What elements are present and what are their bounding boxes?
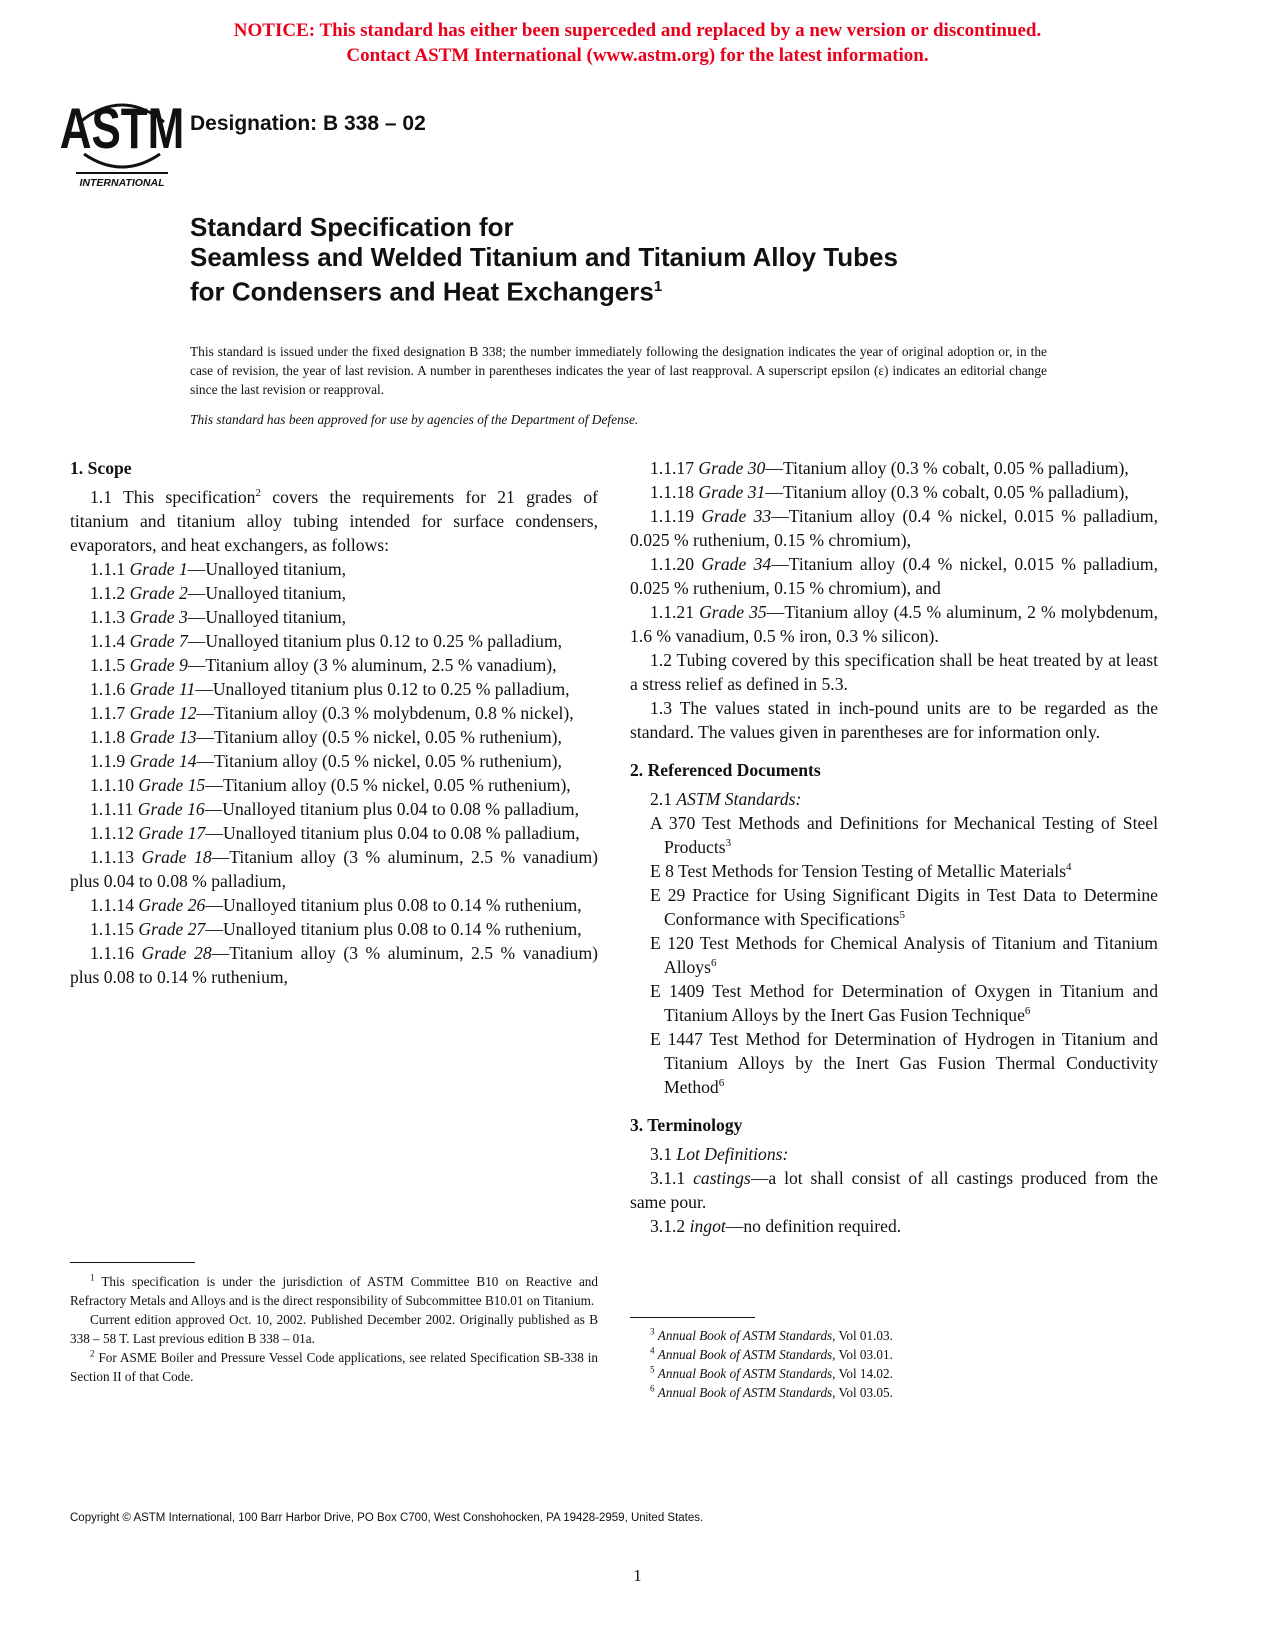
footnote-item [630,1326,1158,1345]
grade-name: Grade 7 [129,631,188,651]
grade-item [70,749,598,773]
grade-desc: —Titanium alloy (0.5 % nickel, 0.05 % ruthenium), [196,751,562,771]
footnote-divider-right [630,1317,755,1318]
astm-logo [59,88,185,189]
footnote-item [630,1383,1158,1402]
term-num: 3.1.2 [650,1216,686,1236]
title-line-3-text: for Condensers and Heat Exchangers [190,276,654,307]
grade-desc: —Unalloyed titanium plus 0.08 to 0.14 % ruthenium, [205,895,582,915]
refdoc-text: E 8 Test Methods for Tension Testing of Metallic Materials [650,861,1067,881]
grade-num: 1.1.16 [90,943,134,963]
grade-desc: —Unalloyed titanium plus 0.12 to 0.25 % palladium, [187,631,563,651]
grade-item [70,893,598,917]
grade-desc: —Titanium alloy (0.3 % molybdenum, 0.8 % nickel), [196,703,574,723]
grade-name: Grade 1 [129,559,188,579]
term-definition: —no definition required. [725,1216,902,1236]
grade-num: 1.1.11 [90,799,134,819]
refdocs-sub-title: ASTM Standards: [676,789,802,809]
footnote-mark: 6 [718,1077,725,1090]
grade-desc: —Titanium alloy (4.5 % aluminum, 2 % molybdenum, 1.6 % vanadium, 0.5 % iron, 0.3 % silicon). [630,602,1158,646]
grade-item [70,773,598,797]
title-footnote-mark: 1 [653,278,663,295]
logo-subtext: INTERNATIONAL [79,177,165,189]
grade-item [630,504,1158,552]
title-line-1: Standard Specification for [190,212,514,242]
grade-item [630,480,1158,504]
footnote-vol: , Vol 14.02. [832,1366,893,1381]
copyright: Copyright © ASTM International, 100 Barr Harbor Drive, PO Box C700, West Conshohocken, PA 19428-2959, United States. [70,1512,704,1524]
grade-num: 1.1.18 [650,482,694,502]
footnote-vol: , Vol 03.05. [832,1385,893,1400]
footnote-1-text: This specification is under the jurisdiction of ASTM Committee B10 on Reactive and Refractory Metals and Alloys and is the direct responsibility of Subcommittee B10.01 on Titanium. [70,1274,598,1308]
grade-num: 1.1.3 [90,607,126,627]
grade-desc: —Titanium alloy (0.3 % cobalt, 0.05 % palladium), [765,482,1129,502]
footnote-book: Annual Book of ASTM Standards [657,1347,833,1362]
grade-num: 1.1.2 [90,583,126,603]
grade-num: 1.1.1 [90,559,126,579]
refdoc-item [650,859,1158,883]
refdoc-text: E 29 Practice for Using Significant Digits in Test Data to Determine Conformance with Specifications [650,885,1158,929]
grade-num: 1.1.14 [90,895,134,915]
grade-name: Grade 15 [138,775,206,795]
grade-name: Grade 17 [138,823,206,843]
grade-name: Grade 12 [129,703,197,723]
scope-para-1-3: 1.3 The values stated in inch-pound units are to be regarded as the standard. The values given in parentheses are for information only. [630,698,1158,742]
grade-name: Grade 31 [698,482,766,502]
footnote-2 [70,1348,598,1386]
term-definition: —a lot shall consist of all castings produced from the same pour. [630,1168,1158,1212]
grade-desc: —Titanium alloy (3 % aluminum, 2.5 % vanadium) plus 0.08 to 0.14 % ruthenium, [70,943,598,987]
grade-desc: —Titanium alloy (3 % aluminum, 2.5 % vanadium), [187,655,557,675]
grade-desc: —Titanium alloy (0.4 % nickel, 0.015 % palladium, 0.025 % ruthenium, 0.15 % chromium), and [630,554,1158,598]
intro-paragraph: This standard is issued under the fixed designation B 338; the number immediately following the designation indicates the year of original adoption or, in the case of revision, the year of last revision. A number in parentheses indicates the year of last reapproval. A superscript epsilon (ε) indicates an editorial change since the last revision or reapproval. [190,344,1047,397]
refdoc-item [650,931,1158,979]
scope-para-1-2: 1.2 Tubing covered by this specification shall be heat treated by at least a stress relief as defined in 5.3. [630,650,1158,694]
footnote-mark: 3 [650,1326,655,1337]
refdocs-subheading [630,787,1158,811]
grade-desc: —Unalloyed titanium plus 0.04 to 0.08 % palladium, [204,799,580,819]
grade-item [70,821,598,845]
refdoc-text: E 1409 Test Method for Determination of Oxygen in Titanium and Titanium Alloys by the Inert Gas Fusion Technique [650,981,1158,1025]
refdoc-text: E 1447 Test Method for Determination of Hydrogen in Titanium and Titanium Alloys by the Inert Gas Fusion Thermal Conductivity Method [650,1029,1158,1097]
grade-item [70,629,598,653]
footnotes-left [70,1272,598,1386]
footnote-mark: 6 [710,957,717,970]
grade-name: Grade 14 [129,751,197,771]
grade-desc: —Titanium alloy (3 % aluminum, 2.5 % vanadium) plus 0.04 to 0.08 % palladium, [70,847,598,891]
term-num: 3.1.1 [650,1168,686,1188]
grade-name: Grade 16 [137,799,205,819]
grade-name: Grade 34 [701,554,772,574]
terminology-sub-title: Lot Definitions: [676,1144,789,1164]
grade-item [70,725,598,749]
grade-name: Grade 30 [698,458,766,478]
grade-desc: —Unalloyed titanium, [187,583,347,603]
grade-name: Grade 26 [138,895,206,915]
grade-item [630,552,1158,600]
title-line-2: Seamless and Welded Titanium and Titanium Alloy Tubes [190,242,898,272]
term-3-1-2 [630,1214,1158,1238]
grade-name: Grade 28 [141,943,212,963]
grade-num: 1.1.20 [650,554,694,574]
grade-name: Grade 35 [699,602,767,622]
grade-num: 1.1.7 [90,703,126,723]
footnote-mark: 1 [90,1272,95,1283]
grade-name: Grade 18 [141,847,212,867]
grade-item [630,600,1158,648]
grade-desc: —Unalloyed titanium, [187,559,347,579]
grade-item [70,917,598,941]
left-column [70,456,598,989]
footnote-mark: 2 [90,1348,95,1359]
grade-num: 1.1.6 [90,679,126,699]
footnote-book: Annual Book of ASTM Standards [657,1366,833,1381]
footnote-item [630,1364,1158,1383]
section-terminology-heading: 3. Terminology [630,1115,743,1135]
refdoc-item [650,979,1158,1027]
right-column [630,456,1158,1238]
grade-num: 1.1.12 [90,823,134,843]
grade-desc: —Titanium alloy (0.5 % nickel, 0.05 % ruthenium), [196,727,562,747]
grade-desc: —Unalloyed titanium, [187,607,347,627]
logo-letters: ASTM [59,96,185,161]
page-number: 1 [633,1566,642,1585]
designation: Designation: B 338 – 02 [190,112,426,135]
grade-num: 1.1.15 [90,919,134,939]
grade-item [70,557,598,581]
grade-desc: —Titanium alloy (0.3 % cobalt, 0.05 % palladium), [765,458,1129,478]
footnote-item [630,1345,1158,1364]
term-name: ingot [689,1216,726,1236]
grade-name: Grade 2 [129,583,188,603]
grade-desc: —Unalloyed titanium plus 0.04 to 0.08 % palladium, [205,823,580,843]
refdocs-list [630,811,1158,1099]
notice-line-1: NOTICE: This standard has either been superceded and replaced by a new version or discontinued. [233,20,1042,41]
term-name: castings [693,1168,751,1188]
grade-item [70,677,598,701]
footnote-divider-left [70,1262,195,1263]
section-scope-heading: 1. Scope [70,458,132,478]
grade-name: Grade 3 [129,607,188,627]
footnote-book: Annual Book of ASTM Standards [657,1328,833,1343]
grade-num: 1.1.10 [90,775,134,795]
grade-list-right [630,456,1158,648]
refdoc-item [650,811,1158,859]
grade-desc: —Titanium alloy (0.5 % nickel, 0.05 % ruthenium), [205,775,571,795]
refdoc-item [650,883,1158,931]
grade-item [70,653,598,677]
grade-name: Grade 11 [129,679,196,699]
footnote-vol: , Vol 01.03. [832,1328,893,1343]
grade-num: 1.1.13 [90,847,134,867]
footnote-mark: 3 [725,837,732,850]
grade-item [70,605,598,629]
grade-num: 1.1.19 [650,506,694,526]
terminology-sub-num: 3.1 [650,1144,672,1164]
grade-item [70,845,598,893]
footnote-vol: , Vol 03.01. [832,1347,893,1362]
footnote-2-text: For ASME Boiler and Pressure Vessel Code applications, see related Specification SB-338 in Section II of that Code. [70,1350,599,1384]
footnote-mark: 4 [650,1345,655,1356]
grade-num: 1.1.9 [90,751,126,771]
grade-name: Grade 27 [138,919,206,939]
footnote-mark: 6 [1024,1005,1031,1018]
title-line-3 [190,272,898,307]
document-title [190,212,898,307]
scope-para-1-1 [70,485,598,557]
grade-item [70,581,598,605]
footnote-mark: 2 [255,487,261,500]
footnote-mark: 4 [1066,861,1072,874]
footnotes-right [630,1326,1158,1402]
scope-p1-text: 1.1 This specification [90,487,256,507]
notice-line-2: Contact ASTM International (www.astm.org) for the latest information. [346,45,929,66]
scope-p1-text-cont: covers the requirements for 21 grades of titanium and titanium alloy tubing intended for surface condensers, evaporators, and heat exchangers, as follows: [70,487,598,555]
grade-list-left [70,557,598,989]
grade-name: Grade 33 [701,506,772,526]
footnote-1-edition: Current edition approved Oct. 10, 2002. Published December 2002. Originally published as B 338 – 58 T. Last previous edition B 338 – 01a. [70,1312,598,1346]
grade-num: 1.1.21 [650,602,694,622]
grade-item [70,941,598,989]
grade-name: Grade 9 [129,655,188,675]
terminology-subheading [630,1142,1158,1166]
notice-banner [0,18,1275,68]
refdocs-sub-num: 2.1 [650,789,672,809]
grade-num: 1.1.8 [90,727,126,747]
grade-desc: —Titanium alloy (0.4 % nickel, 0.015 % palladium, 0.025 % ruthenium, 0.15 % chromium), [630,506,1158,550]
footnote-mark: 6 [650,1383,655,1394]
refdoc-text: A 370 Test Methods and Definitions for Mechanical Testing of Steel Products [650,813,1158,857]
refdoc-text: E 120 Test Methods for Chemical Analysis of Titanium and Titanium Alloys [650,933,1158,977]
grade-desc: —Unalloyed titanium plus 0.08 to 0.14 % ruthenium, [205,919,582,939]
dod-approval: This standard has been approved for use by agencies of the Department of Defense. [190,412,639,427]
footnote-1 [70,1272,598,1310]
grade-num: 1.1.5 [90,655,126,675]
grade-desc: —Unalloyed titanium plus 0.12 to 0.25 % palladium, [195,679,570,699]
footnote-mark: 5 [650,1364,655,1375]
grade-num: 1.1.4 [90,631,126,651]
refdoc-item [650,1027,1158,1099]
term-3-1-1 [630,1166,1158,1214]
footnote-book: Annual Book of ASTM Standards [657,1385,833,1400]
grade-num: 1.1.17 [650,458,694,478]
section-refdocs-heading: 2. Referenced Documents [630,760,821,780]
footnote-mark: 5 [899,909,905,922]
grade-item [70,701,598,725]
grade-item [630,456,1158,480]
grade-item [70,797,598,821]
grade-name: Grade 13 [129,727,197,747]
